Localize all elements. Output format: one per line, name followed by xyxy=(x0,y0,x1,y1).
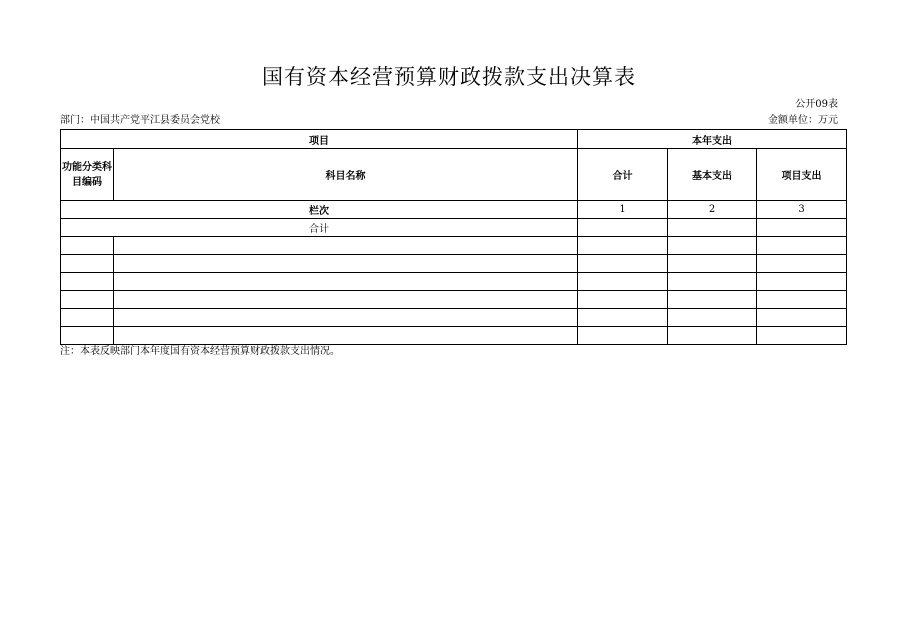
table-cell xyxy=(61,237,114,255)
table-cell xyxy=(61,273,114,291)
table-cell xyxy=(61,309,114,327)
total-row xyxy=(61,219,847,237)
table-row xyxy=(61,255,847,273)
table-cell xyxy=(757,291,847,309)
table-number: 公开09表 xyxy=(795,99,838,110)
table-cell xyxy=(668,309,757,327)
table-cell xyxy=(114,309,578,327)
header-row-main xyxy=(61,149,847,201)
department-label: 部门：中国共产党平江县委员会党校 xyxy=(60,115,220,126)
column-number-1: 1 xyxy=(578,201,668,219)
header-basic-expense: 基本支出 xyxy=(668,149,757,201)
total-row-cell xyxy=(757,219,847,237)
table-cell xyxy=(668,273,757,291)
table-row xyxy=(61,309,847,327)
table-row xyxy=(61,237,847,255)
table-cell xyxy=(757,255,847,273)
table-cell xyxy=(757,237,847,255)
column-number-row xyxy=(61,201,847,219)
table-cell xyxy=(578,237,668,255)
table-cell xyxy=(114,255,578,273)
table-cell xyxy=(114,327,578,345)
table-cell xyxy=(114,291,578,309)
header-row-top xyxy=(61,130,847,149)
table-cell xyxy=(578,255,668,273)
column-number-label: 栏次 xyxy=(61,201,578,219)
header-subject-name: 科目名称 xyxy=(114,149,578,201)
table-cell xyxy=(757,273,847,291)
table-cell xyxy=(578,273,668,291)
table-row xyxy=(61,273,847,291)
header-func-code: 功能分类科目编码 xyxy=(61,149,114,201)
table-cell xyxy=(61,255,114,273)
table-cell xyxy=(114,237,578,255)
table-cell xyxy=(578,327,668,345)
footnote: 注：本表反映部门本年度国有资本经营预算财政拨款支出情况。 xyxy=(60,346,340,357)
unit-label: 金额单位：万元 xyxy=(768,115,838,126)
table-cell xyxy=(578,291,668,309)
table-cell xyxy=(757,309,847,327)
table-cell xyxy=(61,327,114,345)
table-cell xyxy=(668,255,757,273)
column-number-3: 3 xyxy=(757,201,847,219)
table-cell xyxy=(668,327,757,345)
table-cell xyxy=(61,291,114,309)
total-row-cell xyxy=(578,219,668,237)
table-cell xyxy=(668,237,757,255)
header-item: 项目 xyxy=(61,130,578,149)
total-row-label: 合计 xyxy=(61,219,578,237)
expense-table xyxy=(60,129,847,345)
total-row-cell xyxy=(668,219,757,237)
table-cell xyxy=(114,273,578,291)
table-cell xyxy=(668,291,757,309)
table-cell xyxy=(757,327,847,345)
header-current-year-expense: 本年支出 xyxy=(578,130,847,149)
table-cell xyxy=(578,309,668,327)
header-project-expense: 项目支出 xyxy=(757,149,847,201)
header-total: 合计 xyxy=(578,149,668,201)
column-number-2: 2 xyxy=(668,201,757,219)
page-title: 国有资本经营预算财政拨款支出决算表 xyxy=(262,65,636,89)
table-row xyxy=(61,327,847,345)
table-row xyxy=(61,291,847,309)
